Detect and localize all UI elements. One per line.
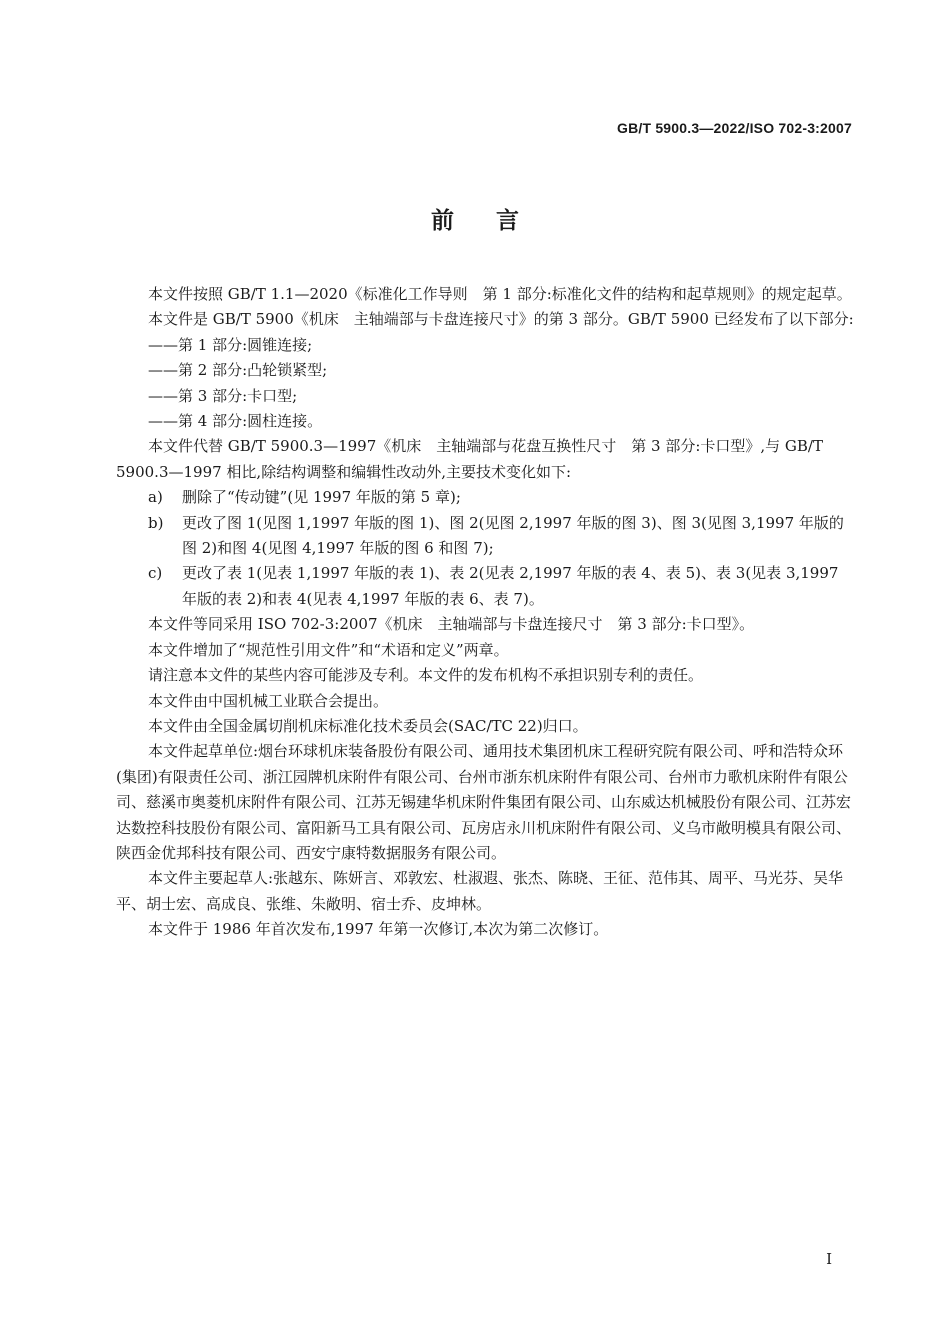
change-text: 更改了图 1(见图 1,1997 年版的图 1)、图 2(见图 2,1997 年版的图 3)、图 3(见图 3,1997 年版的图 2)和图 4(见图 4,1997 年版的图 6 和图 7); [182,513,844,558]
changes-list [116,485,856,612]
change-text: 删除了“传动键”(见 1997 年版的第 5 章); [182,488,461,507]
page-title: 前言 [431,208,561,234]
paragraph-history: 本文件于 1986 年首次发布,1997 年第一次修订,本次为第二次修订。 [148,920,609,939]
paragraph-patent-notice: 请注意本文件的某些内容可能涉及专利。本文件的发布机构不承担识别专利的责任。 [148,666,704,685]
paragraph-proposed-by: 本文件由中国机械工业联合会提出。 [148,691,389,710]
paragraph-iso-adoption: 本文件等同采用 ISO 702-3:2007《机床 主轴端部与卡盘连接尺寸 第 3 部分:卡口型》。 [148,615,755,634]
paragraph-replacement: 本文件代替 GB/T 5900.3—1997《机床 主轴端部与花盘互换性尺寸 第 3 部分:卡口型》,与 GB/T 5900.3—1997 相比,除结构调整和编辑性改动外,主要技术变化如下: [116,437,823,481]
page-number: I [826,1250,832,1268]
paragraph-drafters: 本文件主要起草人:张越东、陈妍言、邓敦宏、杜淑遐、张杰、陈晓、王征、范伟其、周平、马光芬、吴华平、胡士宏、高成良、张维、朱敞明、宿士乔、皮坤林。 [116,869,844,913]
paragraph-under-jurisdiction: 本文件由全国金属切削机床标准化技术委员会(SAC/TC 22)归口。 [148,716,588,735]
part-list-item: ——第 1 部分:圆锥连接; [148,335,313,354]
change-item [148,561,856,612]
foreword-body [116,282,856,943]
paragraph-added-chapters: 本文件增加了“规范性引用文件”和“术语和定义”两章。 [148,640,509,659]
part-list-item: ——第 4 部分:圆柱连接。 [148,412,323,431]
change-marker: c) [148,564,163,583]
change-item [148,511,856,562]
paragraph-drafting-rules: 本文件按照 GB/T 1.1—2020《标准化工作导则 第 1 部分:标准化文件的结构和起草规则》的规定起草。 [148,285,852,303]
change-marker: a) [148,488,163,507]
paragraph-series-intro: 本文件是 GB/T 5900《机床 主轴端部与卡盘连接尺寸》的第 3 部分。GB/T 5900 已经发布了以下部分: [148,310,854,329]
paragraph-drafting-units: 本文件起草单位:烟台环球机床装备股份有限公司、通用技术集团机床工程研究院有限公司、呼和浩特众环(集团)有限责任公司、浙江园牌机床附件有限公司、台州市浙东机床附件有限公司、台州市力歌机床附件有限公司、慈溪市奥菱机床附件有限公司、江苏无锡建华机床附件集团有限公司、山东威达机械股份有限公司、江苏宏达数控科技股份有限公司、富阳新马工具有限公司、瓦房店永川机床附件有限公司、义乌市敞明模具有限公司、陕西金优邦科技有限公司、西安宁康特数据服务有限公司。 [116,742,852,862]
part-list-item: ——第 2 部分:凸轮锁紧型; [148,361,328,380]
standard-code-header: GB/T 5900.3—2022/ISO 702-3:2007 [616,120,852,136]
change-text: 更改了表 1(见表 1,1997 年版的表 1)、表 2(见表 2,1997 年版的表 4、表 5)、表 3(见表 3,1997 年版的表 2)和表 4(见表 4,1997 年版的表 6、表 7)。 [182,564,839,608]
change-item [148,485,856,510]
change-marker: b) [148,513,164,532]
part-list-item: ——第 3 部分:卡口型; [148,386,298,405]
